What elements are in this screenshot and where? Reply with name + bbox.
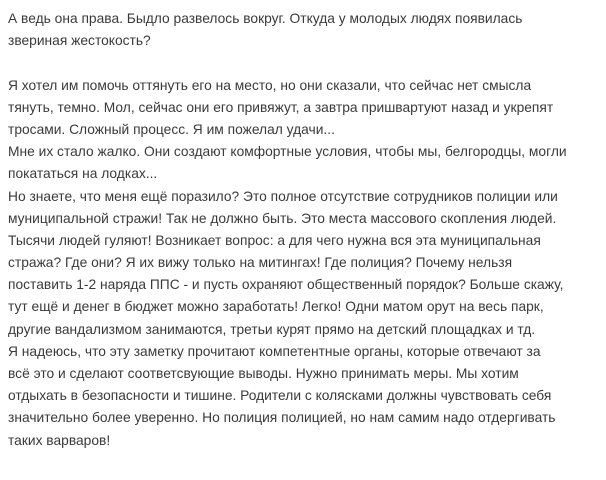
text-line: таких варваров! xyxy=(8,432,111,448)
text-line: Но знаете, что меня ещё поразило? Это полное отсутствие сотрудников полиции или xyxy=(8,188,558,204)
text-line: тросами. Сложный процесс. Я им пожелал удачи... xyxy=(8,121,335,137)
text-line: звериная жестокость? xyxy=(8,33,151,49)
text-line: поставить 1-2 наряда ППС - и пусть охраняют общественный порядок? Больше скажу, xyxy=(8,277,564,293)
text-line: другие вандализмом занимаются, третьи курят прямо на детский площадках и тд. xyxy=(8,321,536,337)
text-line: А ведь она права. Быдло развелось вокруг. Откуда у молодых людях появилась xyxy=(8,11,523,26)
post-text xyxy=(8,8,604,452)
text-line: Я надеюсь, что эту заметку прочитают компетентные органы, которые отвечают за xyxy=(8,343,541,359)
text-line: тянуть, темно. Мол, сейчас они его привяжут, а завтра пришвартуют назад и укрепят xyxy=(8,99,554,115)
text-line: всё это и сделают соответсвующие выводы. Нужно принимать меры. Мы хотим xyxy=(8,366,519,381)
text-line: тут ещё и денег в бюджет можно заработать! Легко! Одни матом орут на весь парк, xyxy=(8,299,544,315)
text-line: значительно более уверенно. Но полиция полицией, но нам самим надо отдергивать xyxy=(8,410,556,426)
text-line: муниципальной стражи! Так не должно быть. Это места массового скопления людей. xyxy=(8,210,557,226)
text-line: стража? Где они? Я их вижу только на митингах! Где полиция? Почему нельзя xyxy=(8,255,513,271)
text-line: Мне их стало жалко. Они создают комфортные условия, чтобы мы, белгородцы, могли xyxy=(8,144,567,160)
text-line: Я хотел им помочь оттянуть его на место, но они сказали, что сейчас нет смысла xyxy=(8,77,532,93)
paragraph-break xyxy=(8,52,604,74)
text-line: покататься на лодках... xyxy=(8,166,158,182)
text-line: отдыхать в безопасности и тишине. Родители с колясками должны чувствовать себя xyxy=(8,388,552,404)
text-line: Тысячи людей гуляют! Возникает вопрос: а для чего нужна вся эта муниципальная xyxy=(8,232,541,248)
